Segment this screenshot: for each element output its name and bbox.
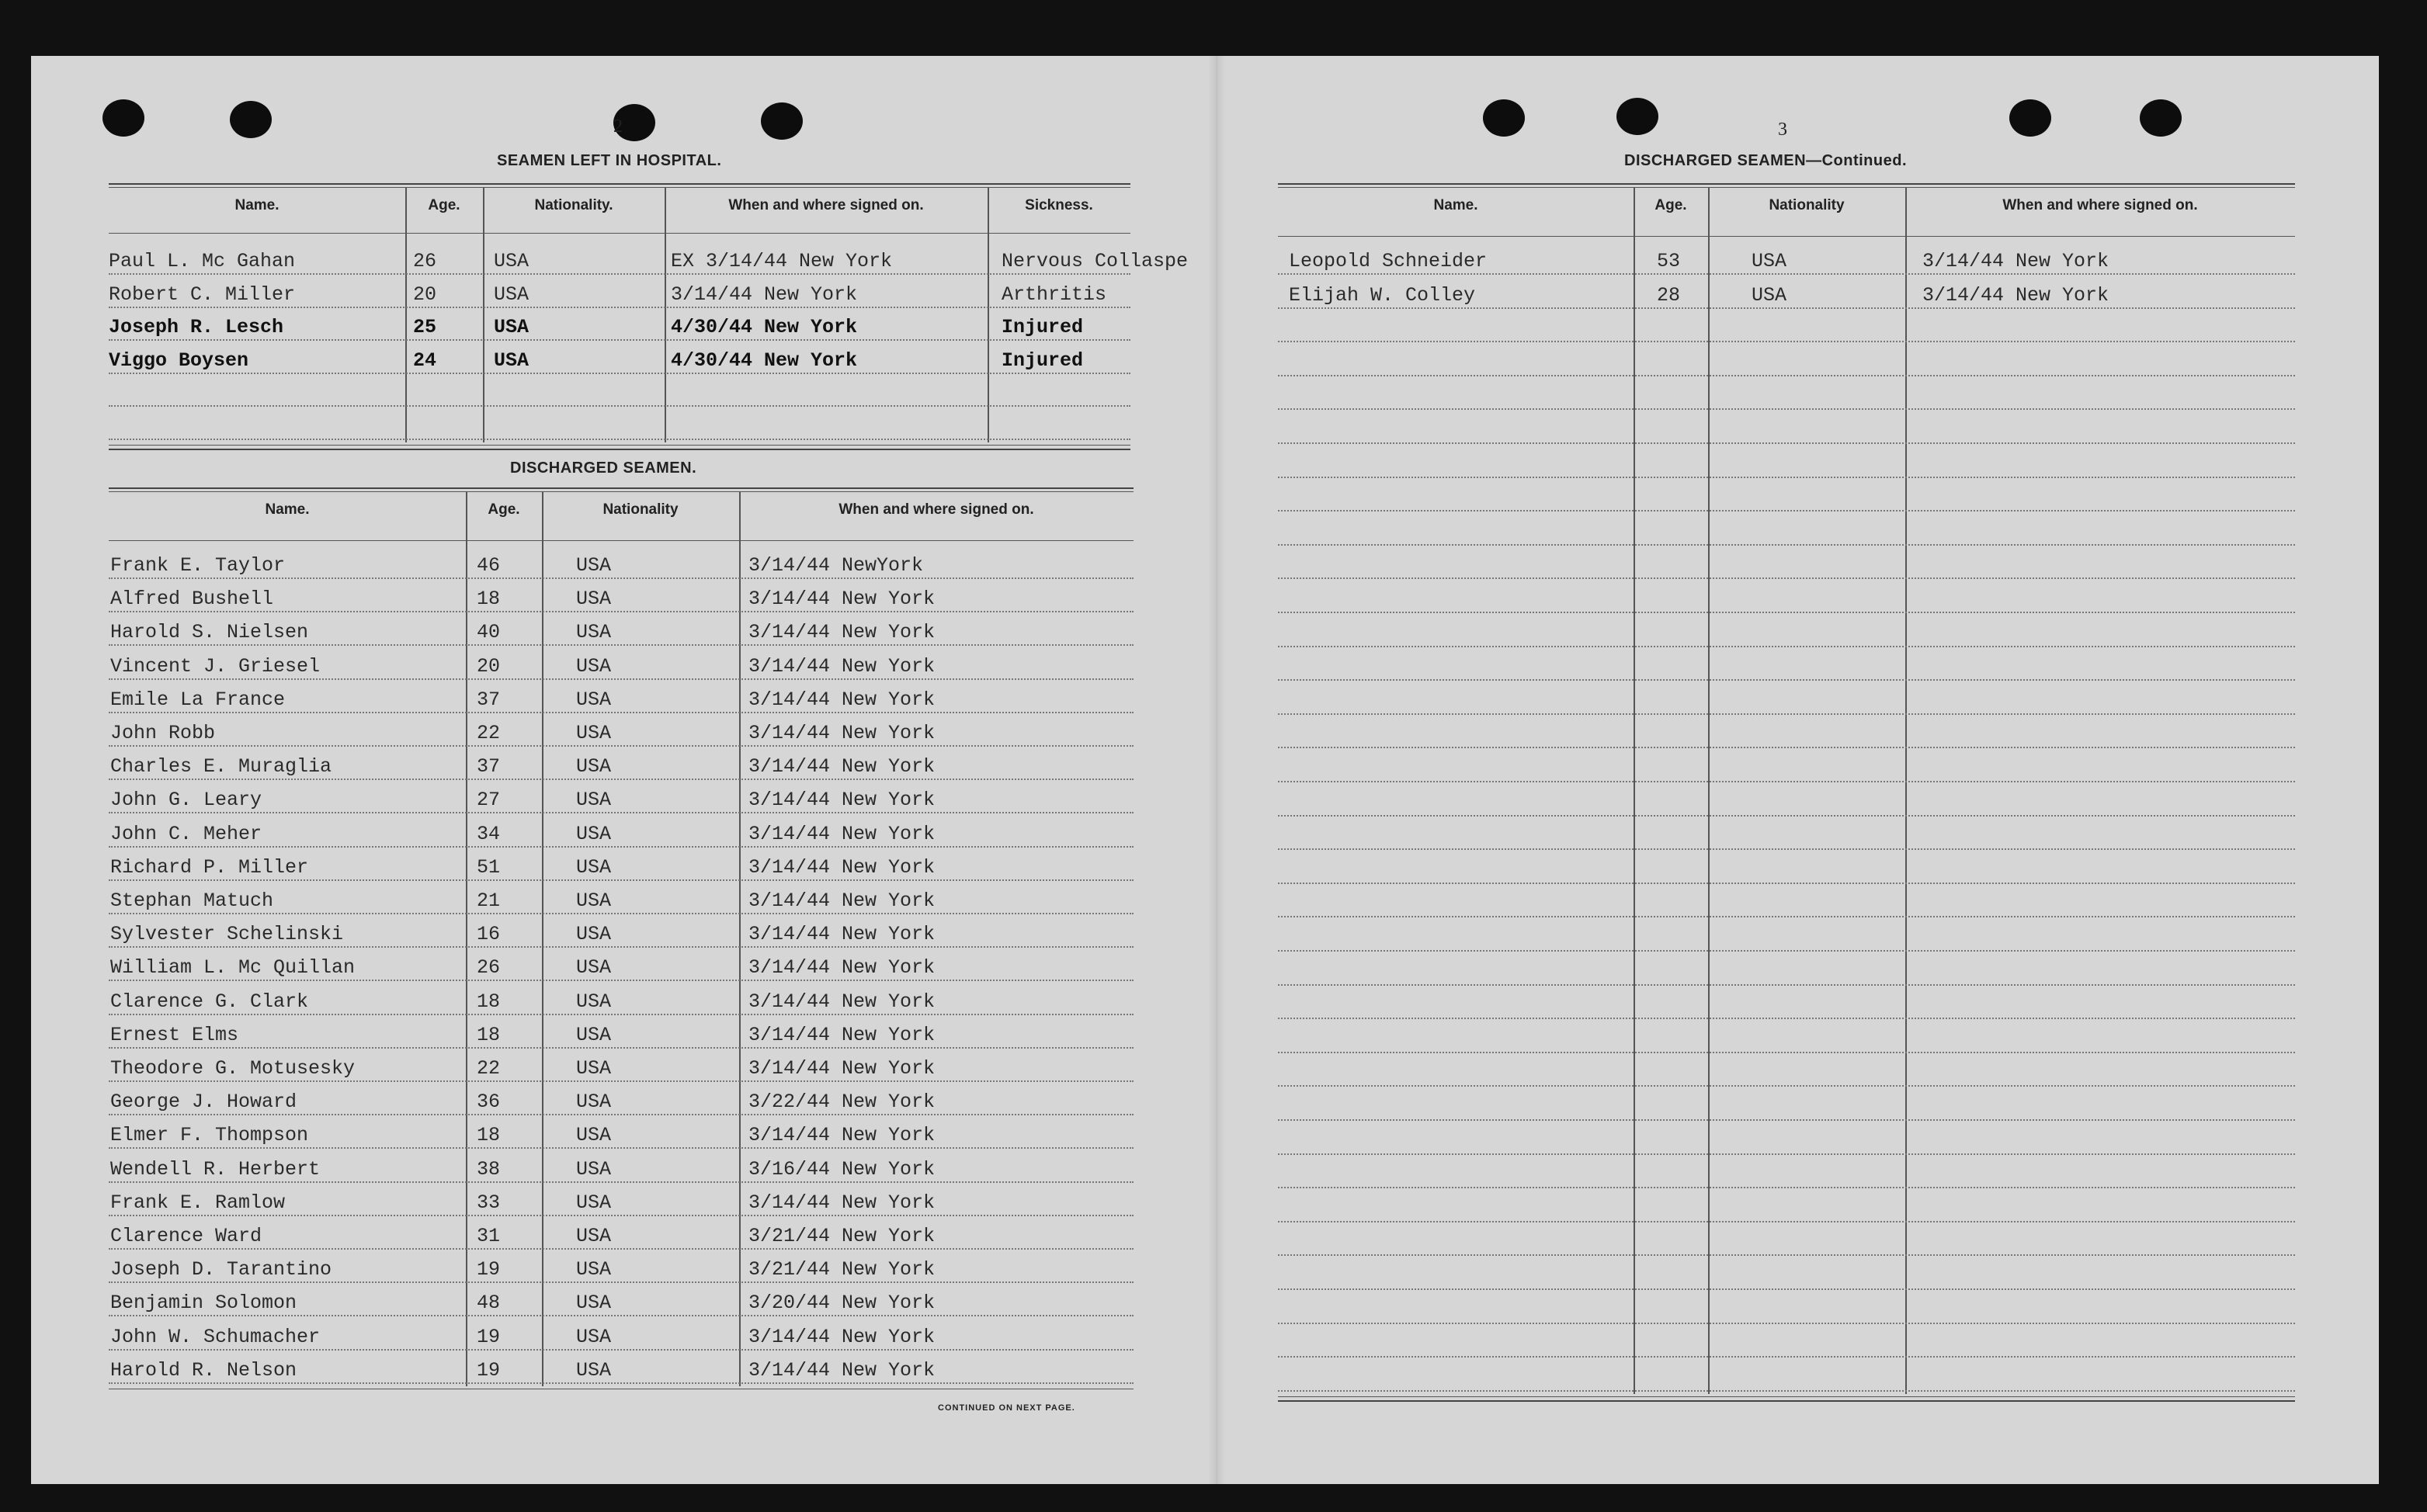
cell-signed: 3/14/44 New York (1922, 283, 2109, 307)
column-divider (466, 491, 467, 1386)
discharged-section-title: DISCHARGED SEAMEN. (510, 459, 697, 477)
cell-name: Clarence Ward (110, 1225, 262, 1247)
cell-signed: 3/14/44 New York (748, 755, 936, 779)
cell-signed: 3/14/44 New York (1922, 250, 2109, 272)
ruled-line (109, 1315, 1134, 1316)
cell-name: John C. Meher (110, 822, 262, 845)
page-spine (1208, 56, 1225, 1484)
cell-age: 28 (1657, 283, 1681, 307)
cell-sickness: Injured (1002, 316, 1084, 338)
punch-hole (1483, 99, 1525, 137)
ruled-line (109, 373, 1130, 374)
ruled-line (1278, 1085, 2295, 1087)
column-divider (483, 187, 484, 442)
cell-nationality: USA (576, 1258, 612, 1281)
cell-name: Wendell R. Herbert (110, 1157, 321, 1181)
column-header: When and where signed on. (728, 197, 924, 213)
ruled-line (109, 980, 1134, 981)
cell-nationality: USA (576, 554, 612, 577)
ruled-line (1278, 577, 2295, 579)
cell-name: Viggo Boysen (109, 349, 249, 372)
cell-signed: 3/14/44 New York (748, 1191, 936, 1214)
ruled-line (1278, 1323, 2295, 1324)
cell-nationality: USA (576, 588, 612, 611)
cell-nationality: USA (576, 722, 612, 744)
cell-name: Benjamin Solomon (110, 1292, 297, 1315)
ruled-line (109, 644, 1134, 646)
cell-signed: 3/21/44 New York (748, 1225, 936, 1247)
table-top-rule (109, 491, 1134, 492)
ruled-line (1278, 646, 2295, 647)
table-bottom-rule (109, 449, 1130, 450)
cell-signed: 3/14/44 New York (748, 822, 936, 845)
cell-age: 26 (477, 956, 501, 980)
ruled-line (1278, 984, 2295, 986)
cell-nationality: USA (576, 789, 612, 812)
table-bottom-rule (1278, 1400, 2295, 1402)
cell-name: Harold R. Nelson (110, 1358, 297, 1382)
cell-age: 37 (477, 688, 501, 711)
column-header: Name. (1433, 197, 1478, 213)
ruled-line (1278, 273, 2295, 275)
ruled-line (1278, 1356, 2295, 1358)
cell-nationality: USA (576, 890, 612, 912)
ruled-line (109, 1080, 1134, 1082)
table-header-rule (1278, 236, 2295, 237)
cell-age: 20 (477, 654, 501, 678)
cell-name: John W. Schumacher (110, 1325, 321, 1348)
cell-name: Joseph D. Tarantino (110, 1258, 332, 1281)
ruled-line (1278, 1187, 2295, 1188)
cell-signed: 3/14/44 New York (748, 588, 936, 611)
ruled-line (1278, 815, 2295, 817)
cell-nationality: USA (576, 1124, 612, 1147)
ruled-line (109, 1248, 1134, 1250)
ruled-line (1278, 1018, 2295, 1019)
ruled-line (1278, 408, 2295, 410)
ruled-line (1278, 442, 2295, 444)
cell-signed: 3/14/44 New York (748, 1358, 936, 1382)
cell-age: 31 (477, 1225, 501, 1247)
column-header: Name. (234, 197, 280, 213)
cell-age: 36 (477, 1091, 501, 1114)
ruled-line (1278, 510, 2295, 512)
cell-name: Stephan Matuch (110, 890, 274, 912)
cell-age: 46 (477, 554, 501, 577)
cell-signed: 3/16/44 New York (748, 1157, 936, 1181)
cell-signed: EX 3/14/44 New York (671, 250, 893, 272)
cell-nationality: USA (494, 349, 529, 372)
ruled-line (1278, 477, 2295, 478)
cell-signed: 3/14/44 New York (748, 722, 936, 744)
page-number-left: 2 (613, 116, 623, 137)
cell-age: 18 (477, 1124, 501, 1147)
continued-footer: CONTINUED ON NEXT PAGE. (938, 1403, 1075, 1413)
cell-age: 25 (413, 316, 437, 338)
column-header: When and where signed on. (839, 501, 1034, 518)
column-divider (1905, 187, 1907, 1394)
cell-signed: 3/14/44 New York (748, 990, 936, 1013)
cell-name: Elmer F. Thompson (110, 1124, 309, 1147)
cell-age: 19 (477, 1325, 501, 1348)
cell-nationality: USA (576, 1023, 612, 1046)
cell-sickness: Nervous Collaspe (1002, 250, 1189, 272)
cell-age: 16 (477, 923, 501, 946)
cell-name: Charles E. Muraglia (110, 755, 332, 779)
cell-nationality: USA (576, 1191, 612, 1214)
cell-signed: 3/14/44 New York (748, 1023, 936, 1046)
cell-name: Paul L. Mc Gahan (109, 250, 296, 272)
cell-age: 48 (477, 1292, 501, 1315)
cell-age: 21 (477, 890, 501, 912)
ruled-line (109, 339, 1130, 341)
table-top-rule (1278, 187, 2295, 188)
cell-nationality: USA (576, 654, 612, 678)
ruled-line (1278, 781, 2295, 782)
cell-signed: 3/14/44 New York (748, 1124, 936, 1147)
ruled-line (109, 712, 1134, 713)
ruled-line (109, 1114, 1134, 1115)
cell-name: Joseph R. Lesch (109, 316, 284, 338)
hospital-section-title: SEAMEN LEFT IN HOSPITAL. (497, 152, 722, 169)
cell-age: 19 (477, 1258, 501, 1281)
table-top-rule (109, 487, 1134, 489)
ruled-line (1278, 883, 2295, 884)
page-number-right: 3 (1778, 120, 1787, 140)
ruled-line (109, 946, 1134, 948)
cell-nationality: USA (576, 1091, 612, 1114)
column-header: Sickness. (1025, 197, 1093, 213)
cell-signed: 3/14/44 New York (748, 621, 936, 644)
ruled-line (109, 577, 1134, 579)
cell-name: Frank E. Taylor (110, 554, 286, 577)
ruled-line (1278, 1254, 2295, 1256)
ruled-line (109, 913, 1134, 914)
column-header: When and where signed on. (2002, 197, 2198, 213)
cell-name: Robert C. Miller (109, 283, 296, 306)
column-divider (542, 491, 543, 1386)
punch-hole (230, 101, 272, 138)
cell-name: Theodore G. Motusesky (110, 1057, 356, 1080)
continued-section-title: DISCHARGED SEAMEN—Continued. (1624, 152, 1907, 169)
cell-nationality: USA (1752, 250, 1787, 272)
cell-age: 38 (477, 1157, 501, 1181)
ruled-line (109, 439, 1130, 440)
table-header-rule (109, 540, 1134, 541)
cell-name: Vincent J. Griesel (110, 654, 321, 678)
cell-nationality: USA (1752, 283, 1787, 307)
cell-age: 18 (477, 990, 501, 1013)
cell-nationality: USA (494, 316, 529, 338)
table-header-rule (109, 233, 1130, 234)
ruled-line (1278, 1221, 2295, 1222)
ruled-line (109, 846, 1134, 848)
ruled-line (109, 1014, 1134, 1015)
cell-name: Alfred Bushell (110, 588, 274, 611)
table-bottom-rule (1278, 1396, 2295, 1397)
cell-signed: 3/14/44 New York (748, 688, 936, 711)
cell-signed: 3/14/44 New York (748, 789, 936, 812)
ruled-line (1278, 375, 2295, 376)
punch-hole (2140, 99, 2182, 137)
cell-nationality: USA (576, 923, 612, 946)
cell-nationality: USA (576, 855, 612, 879)
cell-age: 20 (413, 283, 437, 306)
ruled-line (1278, 544, 2295, 546)
ruled-line (109, 1047, 1134, 1049)
punch-hole (761, 102, 803, 140)
cell-signed: 3/14/44 New York (748, 890, 936, 912)
column-header: Nationality (602, 501, 679, 518)
column-header: Nationality (1769, 197, 1845, 213)
cell-nationality: USA (494, 283, 529, 306)
ruled-line (1278, 747, 2295, 748)
column-header: Age. (488, 501, 520, 518)
ruled-line (109, 1349, 1134, 1351)
column-divider (988, 187, 989, 442)
cell-name: John G. Leary (110, 789, 262, 812)
cell-nationality: USA (576, 1292, 612, 1315)
cell-age: 26 (413, 250, 437, 272)
cell-nationality: USA (576, 1325, 612, 1348)
cell-name: William L. Mc Quillan (110, 956, 356, 980)
cell-nationality: USA (576, 621, 612, 644)
cell-signed: 3/14/44 NewYork (748, 554, 924, 577)
column-divider (1634, 187, 1635, 1394)
ruled-line (1278, 341, 2295, 342)
cell-age: 22 (477, 722, 501, 744)
cell-nationality: USA (576, 956, 612, 980)
cell-age: 19 (477, 1358, 501, 1382)
ruled-line (109, 1215, 1134, 1216)
punch-hole (102, 99, 144, 137)
cell-sickness: Injured (1002, 349, 1084, 372)
table-top-rule (1278, 183, 2295, 185)
column-header: Age. (428, 197, 460, 213)
cell-nationality: USA (576, 1157, 612, 1181)
cell-name: Emile La France (110, 688, 286, 711)
ruled-line (109, 1181, 1134, 1183)
cell-nationality: USA (576, 755, 612, 779)
cell-name: Harold S. Nielsen (110, 621, 309, 644)
column-header: Age. (1654, 197, 1687, 213)
cell-age: 53 (1657, 250, 1681, 272)
ruled-line (109, 307, 1130, 308)
cell-signed: 4/30/44 New York (671, 316, 858, 338)
ruled-line (109, 678, 1134, 680)
ruled-line (1278, 1288, 2295, 1290)
ruled-line (109, 405, 1130, 407)
ruled-line (109, 611, 1134, 612)
ruled-line (1278, 1390, 2295, 1392)
ruled-line (109, 1382, 1134, 1384)
cell-age: 34 (477, 822, 501, 845)
ruled-line (1278, 612, 2295, 613)
cell-name: John Robb (110, 722, 216, 744)
ruled-line (1278, 307, 2295, 309)
ruled-line (109, 779, 1134, 780)
ruled-line (109, 1147, 1134, 1149)
cell-nationality: USA (494, 250, 529, 272)
cell-sickness: Arthritis (1002, 283, 1107, 306)
column-divider (665, 187, 666, 442)
cell-age: 40 (477, 621, 501, 644)
cell-signed: 4/30/44 New York (671, 349, 858, 372)
cell-signed: 3/14/44 New York (748, 855, 936, 879)
cell-name: Frank E. Ramlow (110, 1191, 286, 1214)
ruled-line (1278, 950, 2295, 952)
cell-nationality: USA (576, 990, 612, 1013)
ruled-line (1278, 1052, 2295, 1053)
column-header: Nationality. (534, 197, 613, 213)
cell-age: 22 (477, 1057, 501, 1080)
ruled-line (109, 273, 1130, 275)
cell-name: Leopold Schneider (1289, 250, 1488, 272)
column-header: Name. (265, 501, 310, 518)
cell-age: 24 (413, 349, 437, 372)
punch-hole (2009, 99, 2051, 137)
ruled-line (1278, 848, 2295, 850)
ruled-line (1278, 916, 2295, 917)
cell-age: 33 (477, 1191, 501, 1214)
cell-name: Elijah W. Colley (1289, 283, 1476, 307)
table-top-rule (109, 187, 1130, 188)
ruled-line (109, 745, 1134, 747)
cell-signed: 3/14/44 New York (748, 654, 936, 678)
cell-signed: 3/14/44 New York (748, 1325, 936, 1348)
cell-age: 18 (477, 588, 501, 611)
cell-age: 18 (477, 1023, 501, 1046)
cell-name: Richard P. Miller (110, 855, 309, 879)
punch-hole (1616, 98, 1658, 135)
cell-signed: 3/14/44 New York (671, 283, 858, 306)
column-divider (1708, 187, 1710, 1394)
ruled-line (109, 812, 1134, 813)
cell-nationality: USA (576, 688, 612, 711)
cell-age: 51 (477, 855, 501, 879)
cell-signed: 3/20/44 New York (748, 1292, 936, 1315)
table-top-rule (109, 183, 1130, 185)
cell-signed: 3/14/44 New York (748, 923, 936, 946)
ruled-line (1278, 679, 2295, 681)
cell-nationality: USA (576, 822, 612, 845)
column-divider (405, 187, 407, 442)
cell-name: Clarence G. Clark (110, 990, 309, 1013)
cell-name: Ernest Elms (110, 1023, 239, 1046)
ruled-line (1278, 1119, 2295, 1121)
cell-age: 27 (477, 789, 501, 812)
table-bottom-rule (109, 445, 1130, 446)
ruled-line (1278, 713, 2295, 715)
ruled-line (109, 1281, 1134, 1283)
cell-nationality: USA (576, 1057, 612, 1080)
ruled-line (1278, 1153, 2295, 1155)
cell-name: George J. Howard (110, 1091, 297, 1114)
column-divider (739, 491, 741, 1386)
cell-signed: 3/14/44 New York (748, 1057, 936, 1080)
cell-name: Sylvester Schelinski (110, 923, 344, 946)
cell-signed: 3/14/44 New York (748, 956, 936, 980)
cell-nationality: USA (576, 1225, 612, 1247)
cell-signed: 3/22/44 New York (748, 1091, 936, 1114)
cell-age: 37 (477, 755, 501, 779)
cell-nationality: USA (576, 1358, 612, 1382)
cell-signed: 3/21/44 New York (748, 1258, 936, 1281)
ruled-line (109, 879, 1134, 881)
